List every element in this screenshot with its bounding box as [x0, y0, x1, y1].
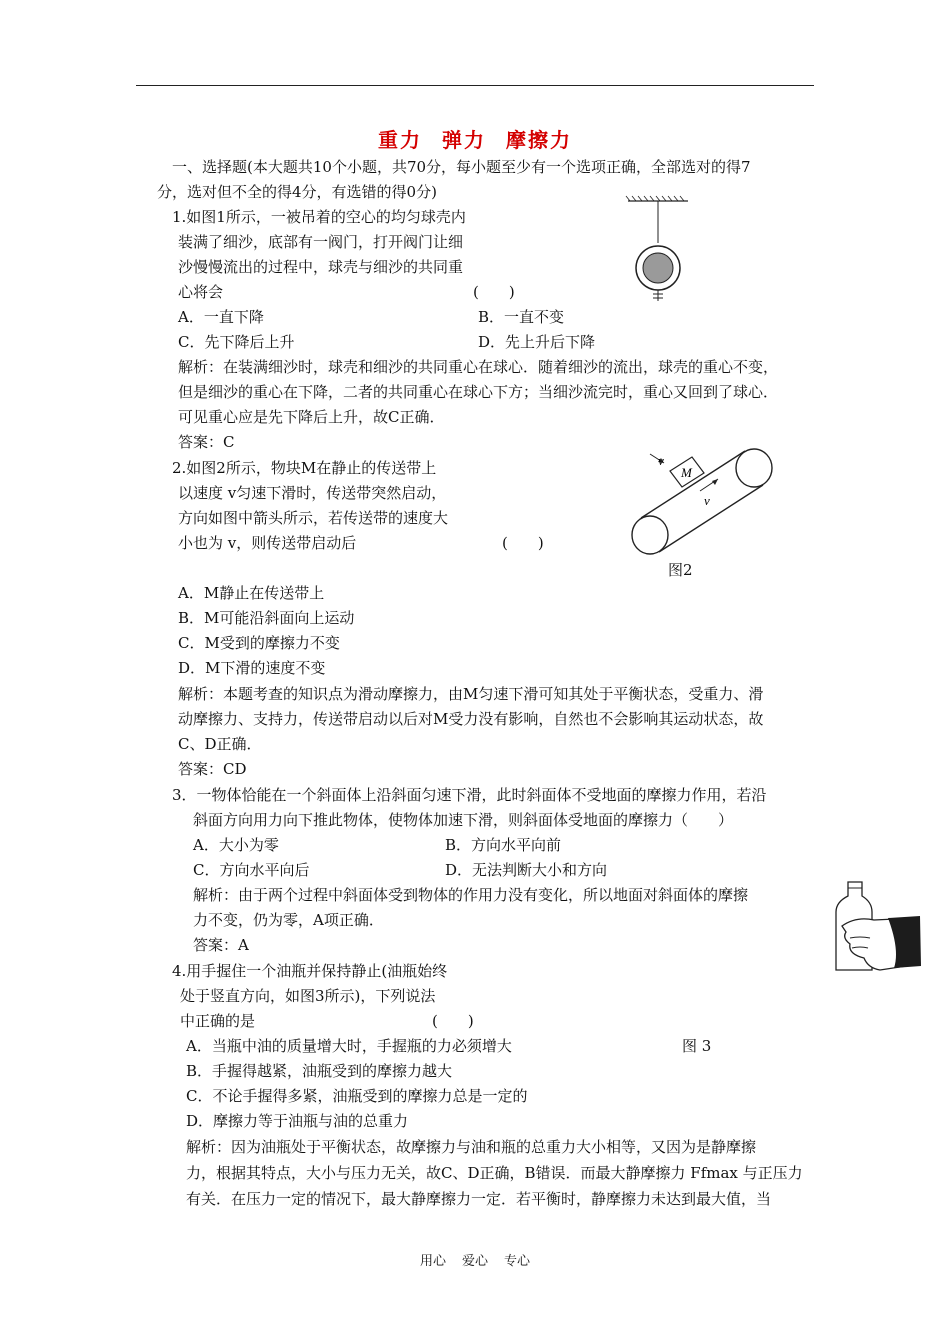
q1-option-b: B．一直不变 [478, 308, 565, 326]
q2-stem-line: 以速度 v匀速下滑时，传送带突然启动， [178, 484, 447, 502]
q1-answer-bracket: ( ) [473, 283, 515, 301]
q2-analysis-line: C、D正确． [178, 735, 262, 753]
section-heading-line: 一、选择题(本大题共10个小题，共70分，每小题至少有一个选项正确，全部选对的得7 [172, 158, 751, 176]
footer-word: 专心 [504, 1254, 531, 1269]
q2-stem-line: 2.如图2所示，物块M在静止的传送带上 [172, 459, 437, 477]
q2-option-b: B．M可能沿斜面向上运动 [178, 609, 355, 627]
q2-stem-line: 小也为 v，则传送带启动后 [178, 534, 357, 552]
q3-option-d: D．无法判断大小和方向 [445, 861, 608, 879]
q3-answer: 答案：A [193, 936, 249, 954]
q1-analysis-line: 可见重心应是先下降后上升，故C正确． [178, 408, 445, 426]
q1-analysis-line: 但是细沙的重心在下降，二者的共同重心在球心下方；当细沙流完时，重心又回到了球心． [178, 383, 779, 401]
footer-word: 爱心 [461, 1254, 488, 1269]
fig2-label-v-belt: v [704, 493, 710, 508]
q4-stem-line: 4.用手握住一个油瓶并保持静止(油瓶始终 [172, 962, 448, 980]
page-footer [0, 1250, 950, 1269]
q4-analysis-line: 有关．在压力一定的情况下，最大静摩擦力一定．若平衡时，静摩擦力未达到最大值，当 [186, 1190, 772, 1208]
q1-answer: 答案：C [178, 433, 235, 451]
footer-word: 用心 [419, 1254, 446, 1269]
q3-option-b: B．方向水平向前 [445, 836, 562, 854]
q3-analysis-line: 力不变，仍为零，A项正确． [193, 911, 384, 929]
q3-option-c: C．方向水平向后 [193, 861, 310, 879]
q4-option-c: C．不论手握得多紧，油瓶受到的摩擦力总是一定的 [186, 1087, 528, 1105]
q1-stem-line: 1.如图1所示，一被吊着的空心的均匀球壳内 [172, 208, 466, 226]
q2-stem-line: 方向如图中箭头所示，若传送带的速度大 [178, 509, 449, 527]
q1-analysis-line: 解析：在装满细沙时，球壳和细沙的共同重心在球心．随着细沙的流出，球壳的重心不变， [178, 358, 779, 376]
q1-option-c: C．先下降后上升 [178, 333, 295, 351]
q1-option-a: A．一直下降 [178, 308, 264, 326]
q4-stem-line: 中正确的是 [180, 1012, 256, 1030]
q4-option-b: B．手握得越紧，油瓶受到的摩擦力越大 [186, 1062, 453, 1080]
q2-answer: 答案：CD [178, 760, 247, 778]
q2-analysis-line: 解析：本题考查的知识点为滑动摩擦力，由M匀速下滑可知其处于平衡状态，受重力、滑 [178, 685, 764, 703]
q2-option-a: A．M静止在传送带上 [178, 584, 325, 602]
figure-1-hanging-ball [620, 195, 700, 305]
q1-stem-line: 装满了细沙，底部有一阀门，打开阀门让细 [178, 233, 464, 251]
q4-option-a: A．当瓶中油的质量增大时，手握瓶的力必须增大 [186, 1037, 512, 1055]
q1-stem-line: 心将会 [178, 283, 224, 301]
title-part: 弹力 [442, 128, 486, 152]
q1-option-d: D．先上升后下降 [478, 333, 596, 351]
title-part: 重力 [378, 128, 422, 152]
figure-2-conveyor [622, 445, 782, 560]
q3-analysis-line: 解析：由于两个过程中斜面体受到物体的作用力没有变化，所以地面对斜面体的摩擦 [193, 886, 749, 904]
fig2-label-m: M [681, 465, 692, 480]
title-part: 摩擦力 [506, 128, 572, 152]
figure-3-hand-bottle [828, 880, 923, 975]
q3-stem-line: 3．一物体恰能在一个斜面体上沿斜面匀速下滑，此时斜面体不受地面的摩擦力作用，若沿 [172, 786, 767, 804]
q4-option-d: D．摩擦力等于油瓶与油的总重力 [186, 1112, 409, 1130]
q4-answer-bracket: ( ) [432, 1012, 474, 1030]
header-rule [136, 85, 814, 86]
page-title [0, 124, 950, 153]
q3-stem-line: 斜面方向用力向下推此物体，使物体加速下滑，则斜面体受地面的摩擦力（ ） [193, 811, 734, 829]
q4-analysis-line: 解析：因为油瓶处于平衡状态，故摩擦力与油和瓶的总重力大小相等，又因为是静摩擦 [186, 1138, 757, 1156]
figure-2-caption: 图2 [668, 561, 693, 579]
q2-option-c: C．M受到的摩擦力不变 [178, 634, 340, 652]
fig2-label-v-top: v [658, 453, 664, 468]
figure-3-caption: 图 3 [682, 1037, 712, 1055]
q2-answer-bracket: ( ) [502, 534, 544, 552]
q2-option-d: D．M下滑的速度不变 [178, 659, 326, 677]
section-heading-line: 分，选对但不全的得4分，有选错的得0分) [157, 183, 437, 201]
q2-analysis-line: 动摩擦力、支持力，传送带启动以后对M受力没有影响，自然也不会影响其运动状态，故 [178, 710, 764, 728]
q4-stem-line: 处于竖直方向，如图3所示)，下列说法 [180, 987, 436, 1005]
q3-option-a: A．大小为零 [193, 836, 279, 854]
q1-stem-line: 沙慢慢流出的过程中，球壳与细沙的共同重 [178, 258, 464, 276]
q4-analysis-line: 力，根据其特点，大小与压力无关，故C、D正确，B错误．而最大静摩擦力 Ffmax 与正压力 [186, 1164, 803, 1182]
